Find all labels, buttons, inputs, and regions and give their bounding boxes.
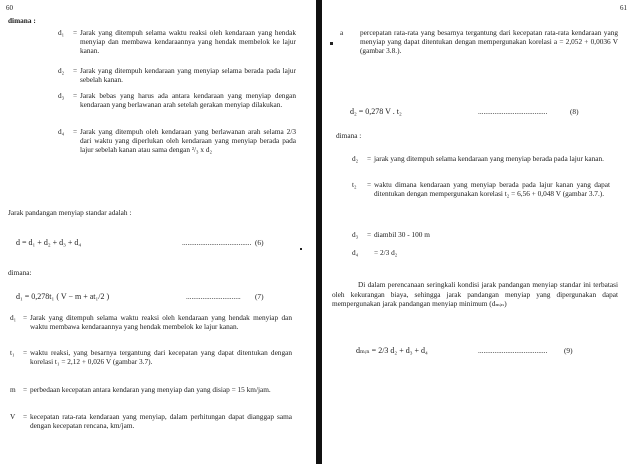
formula-dots: .............................. [186,292,241,301]
definition-symbol: m [10,385,16,394]
definition-symbol: t₂ [352,180,357,189]
scan-speck [300,248,302,250]
formula-dots: ...................................... [182,238,252,247]
definition-text: percepatan rata-rata yang besarnya tergantung dari kecepatan rata-rata kendaraan yang menyiap yang dapat ditentukan dengan mempergunakan korelasi a = 2,052 + 0,0036 V (gambar 3.8.). [360,28,618,56]
definition-d3: d₃ = diambil 30 - 100 m [352,230,610,239]
definition-symbol: d₁ [10,313,17,322]
definition-t1: t₁ = waktu reaksi, yang besarnya tergantung dari kecepatan yang dapat ditentukan dengan korelasi t₁ = 2,12 + 0,026 V (gambar 3.7). [10,348,292,367]
formula-number: (6) [255,238,264,247]
definition-symbol: d₂ [352,154,359,163]
definition-d3: d₃ = Jarak bebas yang harus ada antara kendaraan yang menyiap dengan kendaraan yang berlawanan arah setelah gerakan menyiap dilakukan. [58,91,296,110]
dimana-label: dimana : [8,16,36,25]
definition-symbol: d₄ [352,248,359,257]
definition-text: diambil 30 - 100 m [374,230,430,239]
definition-d2: d₂ = Jarak yang ditempuh kendaraan yang menyiap selama berada pada lajur sebelah kanan. [58,66,296,85]
definition-text: jarak yang ditempuh selama kendaraan yang menyiap berada pada lajur kanan. [374,154,604,163]
formula-7: d₁ = 0,278t₁ ( V − m + at₁/2 ) [16,292,110,301]
formula-number: (7) [255,292,264,301]
definition-symbol: V [10,412,16,421]
definition-v: V = kecepatan rata-rata kendaraan yang menyiap, dalam perhitungan dapat dianggap sama dengan kecepatan rencana, km/jam. [10,412,292,431]
right-page [322,0,638,464]
definition-symbol: t₁ [10,348,15,357]
definition-a [340,28,618,56]
definition-d4 [352,248,610,257]
definition-m: m = perbedaan kecepatan antara kendaran yang menyiap dan yang disiap = 15 km/jam. [10,385,292,394]
formula-dots: ...................................... [478,346,548,355]
definition-text: perbedaan kecepatan antara kendaran yang menyiap dan yang disiap = 15 km/jam. [30,385,271,394]
definition-symbol: d₄ [58,127,65,136]
formula-number: (9) [564,346,573,355]
definition-d2: d₂ = jarak yang ditempuh selama kendaraan yang menyiap berada pada lajur kanan. [352,154,610,163]
definition-t2: t₂ = waktu dimana kendaraan yang menyiap berada pada lajur kanan yang dapat ditentukan dengan mempergunakan korelasi t₂ = 6,56 + 0,048 V (gambar 3.7.). [352,180,610,199]
definition-text: = 2/3 d₂ [374,248,398,257]
definition-text: Jarak yang ditempuh kendaraan yang menyiap selama berada pada lajur sebelah kanan. [80,66,296,85]
page-number: 60 [6,4,13,12]
definition-text: waktu reaksi, yang besarnya tergantung dari kecepatan yang dapat ditentukan dengan korelasi t₁ = 2,12 + 0,026 V (gambar 3.7). [30,348,292,367]
dimana-label: dimana : [336,131,362,140]
definition-symbol: a [340,28,344,37]
formula-6: d = d₁ + d₂ + d₃ + d₄ [16,238,82,247]
formula-number: (8) [570,107,579,116]
formula-dots: ...................................... [478,107,548,116]
scan-speck [330,42,333,45]
definition-d4: d₄ = Jarak yang ditempuh oleh kendaraan yang berlawanan arah selama 2/3 dari waktu yang diperlukan oleh kendaraan yang menyiap berada pada lajur sebelah kanan atau sama dengan ²/₃ x d₂ [58,127,296,155]
definition-d1-b: d₁ = Jarak yang ditempuh selama waktu reaksi oleh kendaraan yang hendak menyiap dan waktu membawa kendaraannya yang hendak membelok ke lajur kanan. [10,313,292,332]
definition-text: kecepatan rata-rata kendaraan yang menyiap, dalam perhitungan dapat dianggap sama dengan kecepatan rencana, km/jam. [30,412,292,431]
definition-symbol: d₃ [352,230,359,239]
intro-text: Jarak pandangan menyiap standar adalah : [8,208,132,217]
definition-symbol: d₂ [58,66,65,75]
definition-text: Jarak yang ditempuh oleh kendaraan yang berlawanan arah selama 2/3 dari waktu yang diperlukan oleh kendaraan yang menyiap berada pada lajur sebelah kanan atau sama dengan ²/₃ x d₂ [80,127,296,155]
formula-9: dₘᵢₙ = 2/3 d₂ + d₃ + d₄ [356,346,428,355]
definition-text: Jarak yang ditempuh selama waktu reaksi oleh kendaraan yang hendak menyiap dan waktu membawa kendaraannya yang hendak membelok ke lajur kanan. [30,313,292,332]
definition-symbol: d₁ [58,28,65,37]
left-page [0,0,316,464]
dimana-label: dimana: [8,268,32,277]
definition-text: Jarak bebas yang harus ada antara kendaraan yang menyiap dengan kendaraan yang berlawanan arah setelah gerakan menyiap dilakukan. [80,91,296,110]
definition-text: Jarak yang ditempuh selama waktu reaksi oleh kendaraan yang hendak menyiap dan membawa kendaraannya yang hendak membelok ke lajur kanan. [80,28,296,56]
body-paragraph: Di dalam perencanaan seringkali kondisi jarak pandangan menyiap standar ini terbatasi oleh kekurangan biaya, sehingga jarak pandangan menyiap yang dipergunakan dapat mempergunakan jarak pandangan menyiap minimum (dₘᵢₙ) [332,280,618,309]
definition-d1: d₁ = Jarak yang ditempuh selama waktu reaksi oleh kendaraan yang hendak menyiap dan membawa kendaraannya yang hendak membelok ke lajur kanan. [58,28,296,56]
definition-symbol: d₃ [58,91,65,100]
definition-text: waktu dimana kendaraan yang menyiap berada pada lajur kanan yang dapat ditentukan dengan mempergunakan korelasi t₂ = 6,56 + 0,048 V (gambar 3.7.). [374,180,610,199]
formula-8: d₂ = 0,278 V . t₂ [350,107,402,116]
page-number: 61 [620,4,627,12]
